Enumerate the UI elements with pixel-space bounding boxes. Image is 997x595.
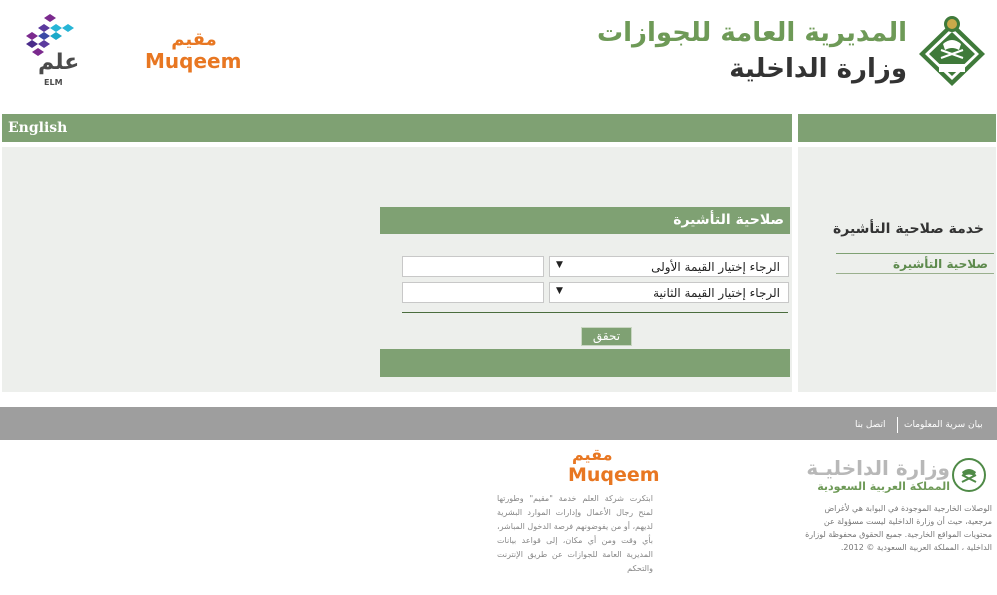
elm-logo-text: علم xyxy=(38,50,80,75)
english-language-link[interactable]: English xyxy=(8,120,68,136)
first-value-select-label: الرجاء إختيار القيمة الأولى xyxy=(651,260,780,274)
second-value-select[interactable] xyxy=(549,282,789,303)
privacy-statement-link[interactable]: بيان سرية المعلومات xyxy=(904,420,983,430)
dropdown-caret-icon: ▼ xyxy=(556,260,563,270)
first-value-input[interactable] xyxy=(402,256,544,277)
muqeem-footer-ar: مقيم xyxy=(572,445,613,464)
sidebar-divider xyxy=(836,273,994,274)
dropdown-caret-icon: ▼ xyxy=(556,286,563,296)
form-divider xyxy=(402,312,788,313)
contact-us-link[interactable]: اتصل بنا xyxy=(855,420,886,430)
moi-logo-title: وزارة الداخليـة xyxy=(806,456,950,480)
muqeem-description: ابتكرت شركة العلم خدمة "مقيم" وطورتها لمنح رجال الأعمال وإدارات الموارد البشرية لديهم، أو من يفوضونهم فرصة الدخول المباشر، بأي وقت ومن أي مكان، إلى قواعد بيانات المديرية العامة للجوازات عن طريق الإنترنت والتحكم xyxy=(497,494,653,573)
language-bar xyxy=(2,114,792,142)
muqeem-logo xyxy=(145,29,242,73)
jawazat-title: المديرية العامة للجوازات xyxy=(596,18,907,48)
muqeem-logo-ar: مقيم xyxy=(171,29,217,50)
first-value-select[interactable] xyxy=(549,256,789,277)
sidebar xyxy=(798,147,996,392)
elm-logo-sub: ELM xyxy=(44,78,63,87)
moi-footer-logo xyxy=(805,456,990,496)
ministry-emblem-icon xyxy=(952,458,986,492)
ministry-title: وزارة الداخلية xyxy=(729,54,907,84)
second-value-input[interactable] xyxy=(402,282,544,303)
sidebar-header-bar xyxy=(798,114,996,142)
muqeem-logo-en: Muqeem xyxy=(145,49,242,73)
second-value-select-label: الرجاء إختيار القيمة الثانية xyxy=(653,286,780,300)
muqeem-footer-logo xyxy=(568,445,660,486)
form-title: صلاحية التأشيرة xyxy=(673,212,784,228)
sidebar-item-visa-validity[interactable]: صلاحية التأشيرة xyxy=(893,257,988,271)
header xyxy=(0,0,997,100)
sidebar-title: خدمة صلاحية التأشيرة xyxy=(832,221,984,237)
form-footer xyxy=(380,349,790,377)
footer-bar xyxy=(0,407,997,440)
visa-validity-form xyxy=(380,207,790,377)
footer-disclaimer: الوصلات الخارجية الموجودة في البوابة هي لأغراض مرجعية، حيث أن وزارة الداخلية ليست مسؤولة عن محتويات المواقع الخارجية. جميع الحقوق محفوظة لوزارة الداخلية ، المملكة العربية السعودية © 2012. xyxy=(805,504,992,552)
verify-button[interactable]: تحقق xyxy=(581,327,632,346)
ministry-emblem-icon xyxy=(915,14,989,92)
sidebar-divider xyxy=(836,253,994,254)
footer-separator xyxy=(897,417,898,433)
moi-logo-subtitle: المملكة العربية السعودية xyxy=(817,480,950,493)
form-header xyxy=(380,207,790,234)
muqeem-footer-en: Muqeem xyxy=(568,464,660,486)
